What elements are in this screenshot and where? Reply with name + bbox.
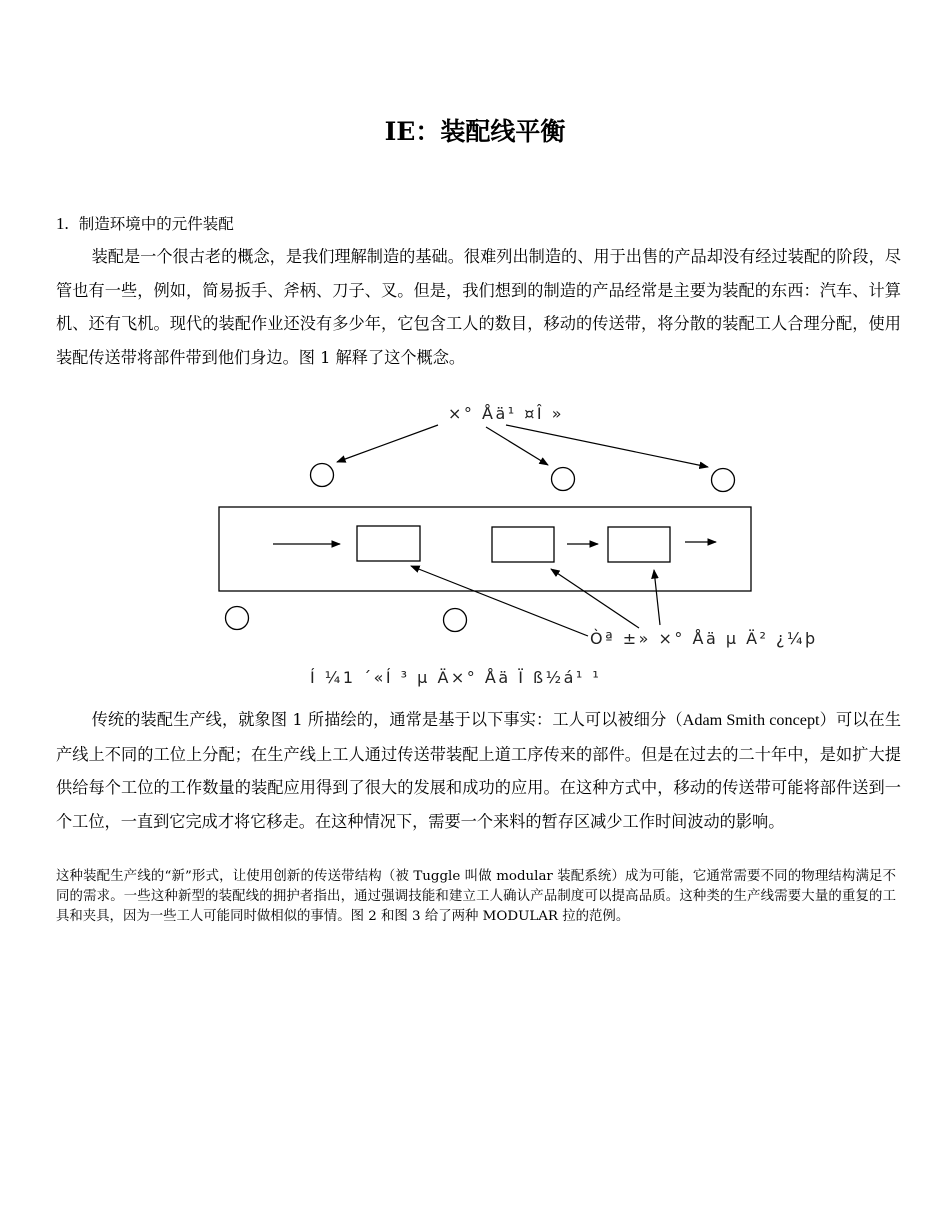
section-heading (56, 212, 234, 234)
assembly-line-figure (0, 398, 950, 698)
paragraph2-text-b: ）可以在生产线上不同的工位上分配；在生产线上工人通过传送带装配上道工序传来的部件。但是在过去的二十年中，是如扩大提供给每个工位的工作数量的装配应用得到了很大的发展和成功的应用。在这种方式中，移动的传送带可能将部件送到一个工位，一直到它完成才将它移走。在这种情况下，需要一个来料的暂存区减少工作时间波动的影响。 (56, 710, 902, 831)
pointer-arrow (337, 425, 438, 462)
intro-paragraph: 装配是一个很古老的概念，是我们理解制造的基础。很难列出制造的、用于出售的产品却没有经过装配的阶段，尽管也有一些，例如，简易扳手、斧柄、刀子、叉。但是，我们想到的制造的产品经常是主要为装配的东西：汽车、计算机、还有飞机。现代的装配作业还没有多少年，它包含工人的数目，移动的传送带，将分散的装配工人合理分配，使用装配传送带将部件带到他们身边。图 1 解释了这个概念。 (56, 247, 901, 367)
part-box (608, 527, 670, 562)
worker-circle (712, 469, 735, 492)
modular-line-paragraph: 这种装配生产线的“新”形式，让使用创新的传送带结构（被 Tuggle 叫做 modular 装配系统）成为可能，它通常需要不同的物理结构满足不同的需求。一些这种新型的装配线的拥护者指出，通过强调技能和建立工人确认产品制度可以提高品质。这种类的生产线需要大量的重复的工具和夹具，因为一些工人可能同时做相似的事情。图 2 和图 3 给了两种 MODULAR 拉的范例。 (56, 869, 896, 924)
worker-circle (311, 464, 334, 487)
traditional-line-paragraph (56, 703, 901, 838)
figure-caption: Í ¼1 ´«Í ³ µ Ä×° Åä Ï ß½á¹ ¹ (310, 668, 602, 687)
worker-circle (552, 468, 575, 491)
figure-label-parts: Òª ±» ×° Åä µ Ä² ¿¼þ (590, 629, 818, 648)
pointer-arrow (506, 425, 708, 467)
part-box (357, 526, 420, 561)
pointer-arrow (486, 427, 548, 465)
worker-circle (226, 607, 249, 630)
worker-circle (444, 609, 467, 632)
part-box (492, 527, 554, 562)
figure-label-workers: ×° Åä¹ ¤Î » (448, 404, 565, 423)
conveyor-belt (219, 507, 751, 591)
section-number: 1. (56, 214, 69, 233)
section-heading-text: 制造环境中的元件装配 (78, 215, 234, 233)
assembly-line-diagram (0, 398, 950, 698)
page-title: IE：装配线平衡 (384, 117, 566, 146)
paragraph2-latin: Adam Smith concept (682, 711, 820, 729)
pointer-arrow (551, 569, 639, 628)
paragraph2-text-a: 传统的装配生产线，就象图 1 所描绘的，通常是基于以下事实：工人可以被细分（ (91, 710, 683, 729)
pointer-arrow (654, 570, 660, 625)
